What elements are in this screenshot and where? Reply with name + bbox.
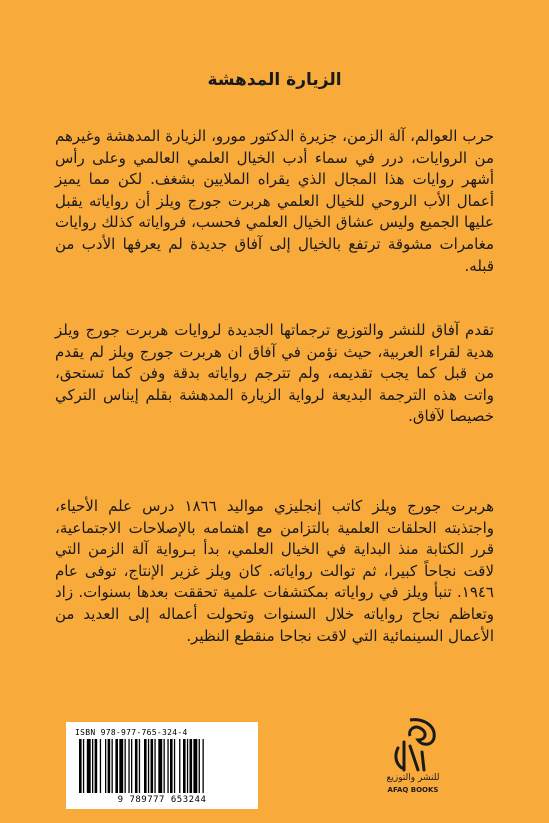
isbn-label: ISBN 978-977-765-324-4 bbox=[75, 728, 188, 737]
publisher-latin-name: AFAQ BOOKS bbox=[387, 786, 439, 794]
barcode-digits: 9 789777 653244 bbox=[117, 795, 207, 805]
publisher-logo-icon bbox=[380, 712, 450, 812]
barcode-bars bbox=[79, 739, 247, 793]
publisher-tagline: للنشر والتوزيع bbox=[386, 773, 440, 783]
paragraph-publisher: تقدم آفاق للنشر والتوزيع ترجماتها الجديدة لروايات هربرت جورج ويلز هدية لقراء العربية، حيث نؤمن في آفاق ان هربرت جورج ويلز لم يقدم من قبل كما يجب تقديمه، ولم تترجم رواياته بدقة وفن كما تستحق، واتت هذه الترجمة البديعة لرواية الزيارة المدهشة بقلم إيناس التركي خصيصا لآفاق. bbox=[55, 321, 494, 426]
paragraph-intro: حرب العوالم، آلة الزمن، جزيرة الدكتور مورو، الزيارة المدهشة وغيرهم من الروايات، درر في سماء أدب الخيال العلمي العالمي وعلى رأس أشهر روايات هذا المجال الذي يقراه الملايين بشغف. لكن مما يميز أعمال الأب الروحي للخيال العلمي هربرت جورج ويلز أن رواياته يقبل عليها الجميع وليس عشاق الخيال العلمي فحسب، فرواياته كذلك روايات مغامرات مشوقة ترتفع بالخيال إلى آفاق جديدة لم يعرفها الأدب من قبله. bbox=[55, 127, 494, 275]
barcode bbox=[66, 722, 258, 809]
book-title: الزيارة المدهشة bbox=[207, 70, 342, 90]
paragraph-author-bio: هربرت جورج ويلز كاتب إنجليزي مواليد ١٨٦٦ درس علم الأحياء، واجتذبته الحلقات العلمية بالتزامن مع اهتمامه بالإصلاحات الاجتماعية، قرر الكتابة منذ البداية في الخيال العلمي، بدأ بـرواية آلة الزمن التي لاقت نجاحاً كبيرا، ثم توالت رواياته. كان ويلز غزير الإنتاج، توفى عام ١٩٤٦. تنبأ ويلز في رواياته بمكتشفات علمية تحققت بعدها بسنوات. زاد وتعاظم نجاح رواياته خلال السنوات وتحولت أعماله إلى العديد من الأعمال السينمائية التي لاقت نجاحا منقطع النظير. bbox=[55, 497, 494, 645]
